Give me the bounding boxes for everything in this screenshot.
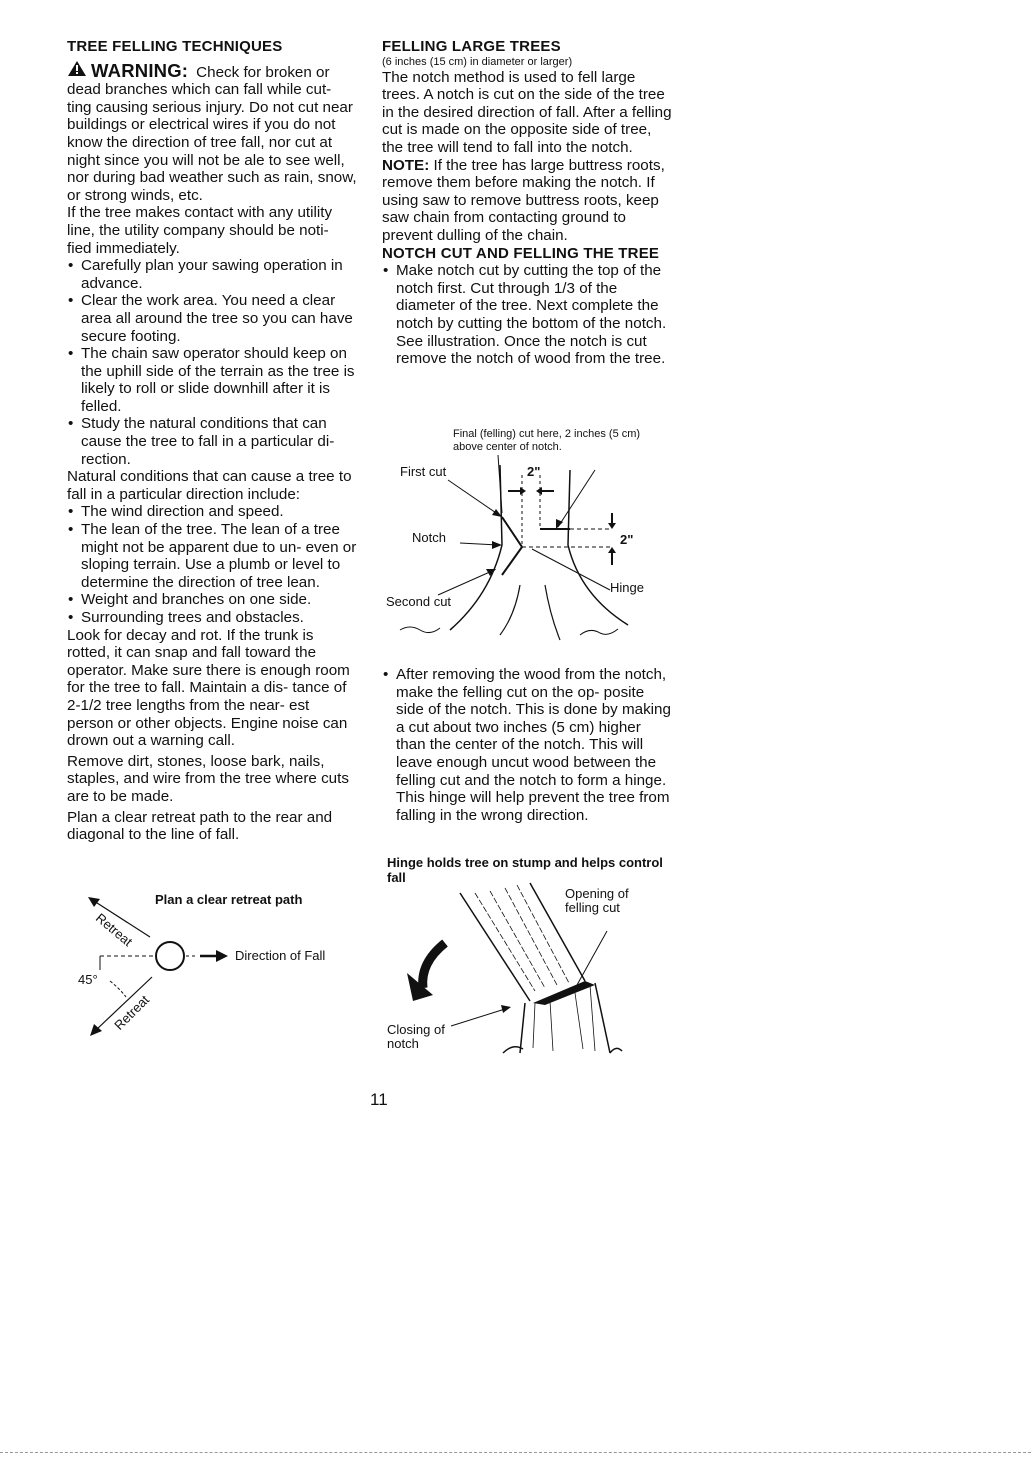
retreat-path-figure <box>80 885 360 1045</box>
list-item: • Surrounding trees and obstacles. <box>67 609 357 627</box>
note-text: If the tree has large buttress roots, remove them before making the notch. If using saw to remove buttress roots, keep saw chain from contacting ground to prevent dulling of the chain. <box>382 156 665 244</box>
first-cut-label: First cut <box>400 464 447 479</box>
bottom-divider <box>0 1452 1031 1453</box>
note-paragraph <box>382 157 674 245</box>
warning-label: WARNING: <box>91 59 189 81</box>
size-subheading: (6 inches (15 cm) in diameter or larger) <box>382 55 573 68</box>
utility-paragraph: If the tree makes contact with any utility line, the utility company should be noti- fied immediately. <box>67 204 333 257</box>
final-cut-caption: Final (felling) cut here, 2 inches (5 cm) above center of notch. <box>453 428 641 453</box>
list-item: • Carefully plan your sawing operation in advance. <box>67 257 357 292</box>
warning-triangle-icon <box>67 60 87 77</box>
second-cut-label: Second cut <box>386 594 452 609</box>
opening-label: Opening of felling cut <box>565 886 629 915</box>
retreat-caption: Plan a clear retreat path <box>155 892 303 907</box>
list-item: • Study the natural conditions that can cause the tree to fall in a particular di- rection. <box>67 415 357 468</box>
list-item: • Weight and branches on one side. <box>67 591 357 609</box>
list-item: • The chain saw operator should keep on the uphill side of the terrain as the tree is likely to roll or slide downhill after it is felled. <box>67 345 357 415</box>
retreat-label-lower: Retreat <box>111 992 153 1033</box>
conditions-bullets <box>67 503 357 626</box>
note-label: NOTE: <box>382 156 430 174</box>
hinge-figure <box>385 853 675 1058</box>
closing-label: Closing of notch <box>387 1022 445 1051</box>
hinge-label: Hinge <box>610 580 644 595</box>
two-inch-right-label: 2" <box>620 532 634 547</box>
left-column <box>67 38 357 844</box>
notch-label: Notch <box>412 530 446 545</box>
section-heading-tree-felling: TREE FELLING TECHNIQUES <box>67 38 283 55</box>
list-item: • The lean of the tree. The lean of a tree might not be apparent due to un- even or sloping terrain. Use a plumb or level to determine the direction of tree lean. <box>67 521 357 591</box>
list-item: • Clear the work area. You need a clear area all around the tree so you can have secure footing. <box>67 292 357 345</box>
hinge-caption: Hinge holds tree on stump and helps control fall <box>387 855 663 885</box>
warning-line <box>67 60 357 82</box>
warning-body: dead branches which can fall while cut- ting causing serious injury. Do not cut near buildings or electrical wires if you do not know the direction of tree fall, nor cut at night since you will not be ale to see well, nor during bad weather such as rain, snow, or strong winds, etc. <box>67 81 357 204</box>
two-inch-top-label: 2" <box>527 464 541 479</box>
right-column-lower <box>382 666 674 824</box>
planning-bullets <box>67 257 357 468</box>
natural-conditions-intro: Natural conditions that can cause a tree to fall in a particular direction include: <box>67 468 352 503</box>
list-item: • Make notch cut by cutting the top of the notch first. Cut through 1/3 of the diameter of the tree. Next complete the notch by cutting the bottom of the notch. See illustration. Once the notch is cut remove the notch of wood from the tree. <box>382 262 674 368</box>
plan-paragraph: Plan a clear retreat path to the rear and diagonal to the line of fall. <box>67 808 333 844</box>
remove-paragraph: Remove dirt, stones, loose bark, nails, staples, and wire from the tree where cuts are to be made. <box>67 752 349 805</box>
notch-method-paragraph: The notch method is used to fell large trees. A notch is cut on the side of the tree in the desired direction of fall. After a felling cut is made on the opposite side of tree, the tree will tend to fall into the notch. <box>382 68 672 156</box>
section-heading-notch-cut: NOTCH CUT AND FELLING THE TREE <box>382 244 660 262</box>
right-column <box>382 38 674 368</box>
list-item: • After removing the wood from the notch, make the felling cut on the op- posite side of the notch. This is done by making a cut about two inches (5 cm) higher than the center of the notch. This will leave enough uncut wood between the felling cut and the notch to form a hinge. This hinge will help prevent the tree from falling in the wrong direction. <box>382 666 674 824</box>
angle-label: 45° <box>78 972 98 987</box>
direction-of-fall-label: Direction of Fall <box>235 948 326 963</box>
list-item: • The wind direction and speed. <box>67 503 357 521</box>
decay-paragraph: Look for decay and rot. If the trunk is rotted, it can snap and fall toward the operator. Make sure there is enough room for the tree to fall. Maintain a dis- tance of 2-1/2 tree lengths from the near- est person or other objects. Engine noise can drown out a warning call. <box>67 626 350 750</box>
section-heading-large-trees: FELLING LARGE TREES <box>382 38 561 55</box>
retreat-label-upper: Retreat <box>93 910 136 950</box>
warning-lead: Check for broken or <box>196 63 330 81</box>
page-number: 11 <box>370 1090 388 1109</box>
notch-cut-figure <box>380 425 670 645</box>
